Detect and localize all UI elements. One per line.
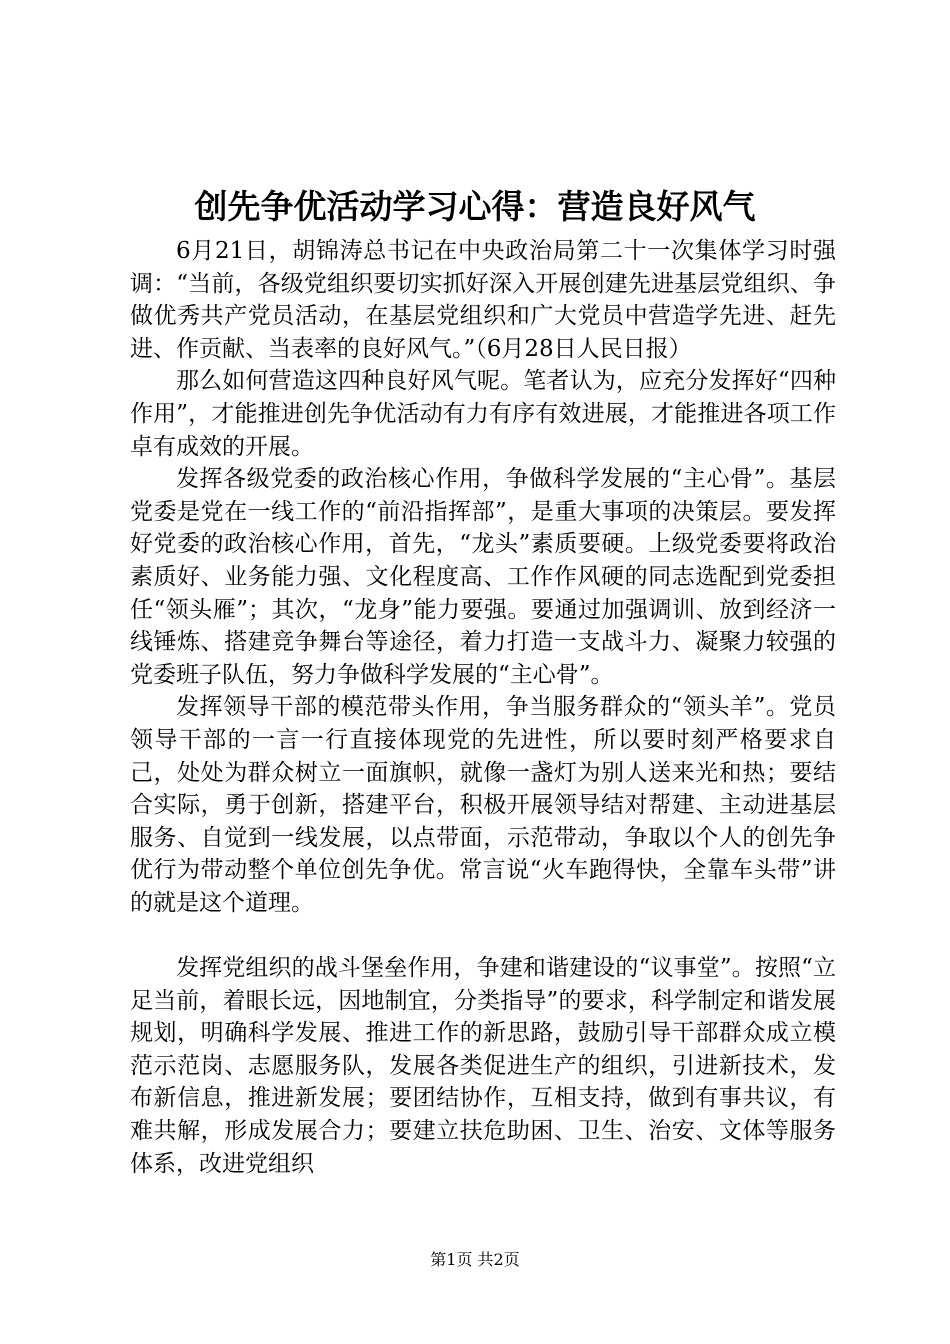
paragraph-4: 发挥领导干部的模范带头作用，争当服务群众的“领头羊”。党员领导干部的一言一行直接体现党的先进性，所以要时刻严格要求自己，处处为群众树立一面旗帜，就像一盏灯为别人送来光和热；要结合实际，勇于创新，搭建平台，积极开展领导结对帮建、主动进基层服务、自觉到一线发展，以点带面，示范带动，争取以个人的创先争优行为带动整个单位创先争优。常言说“火车跑得快，全靠车头带”讲的就是这个道理。 [130, 694, 836, 916]
page-number-footer: 第1页 共2页 [430, 1250, 520, 1269]
paragraph-1: 6月21日，胡锦涛总书记在中央政治局第二十一次集体学习时强调：“当前，各级党组织要切实抓好深入开展创建先进基层党组织、争做优秀共产党员活动，在基层党组织和广大党员中营造学先进、赶先进、作贡献、当表率的良好风气。”（6月28日人民日报） [130, 238, 836, 362]
paragraph-3: 发挥各级党委的政治核心作用，争做科学发展的“主心骨”。基层党委是党在一线工作的“前沿指挥部”，是重大事项的决策层。要发挥好党委的政治核心作用，首先，“龙头”素质要硬。上级党委要将政治素质好、业务能力强、文化程度高、工作作风硬的同志选配到党委担任“领头雁”；其次，“龙身”能力要强。要通过加强调训、放到经济一线锤炼、搭建竞争舞台等途径，着力打造一支战斗力、凝聚力较强的党委班子队伍，努力争做科学发展的“主心骨”。 [130, 466, 836, 688]
paragraph-spacer [130, 919, 836, 952]
paragraph-5: 发挥党组织的战斗堡垒作用，争建和谐建设的“议事堂”。按照“立足当前，着眼长远，因地制宜，分类指导”的要求，科学制定和谐发展规划，明确科学发展、推进工作的新思路，鼓励引导干部群众成立模范示范岗、志愿服务队，发展各类促进生产的组织，引进新技术，发布新信息，推进新发展；要团结协作，互相支持，做到有事共议，有难共解，形成发展合力；要建立扶危助困、卫生、治安、文体等服务体系，改进党组织 [130, 955, 836, 1177]
document-title: 创先争优活动学习心得：营造良好风气 [194, 187, 756, 226]
document-body [130, 235, 836, 1180]
paragraph-2: 那么如何营造这四种良好风气呢。笔者认为，应充分发挥好“四种作用”，才能推进创先争优活动有力有序有效进展，才能推进各项工作卓有成效的开展。 [130, 368, 836, 460]
